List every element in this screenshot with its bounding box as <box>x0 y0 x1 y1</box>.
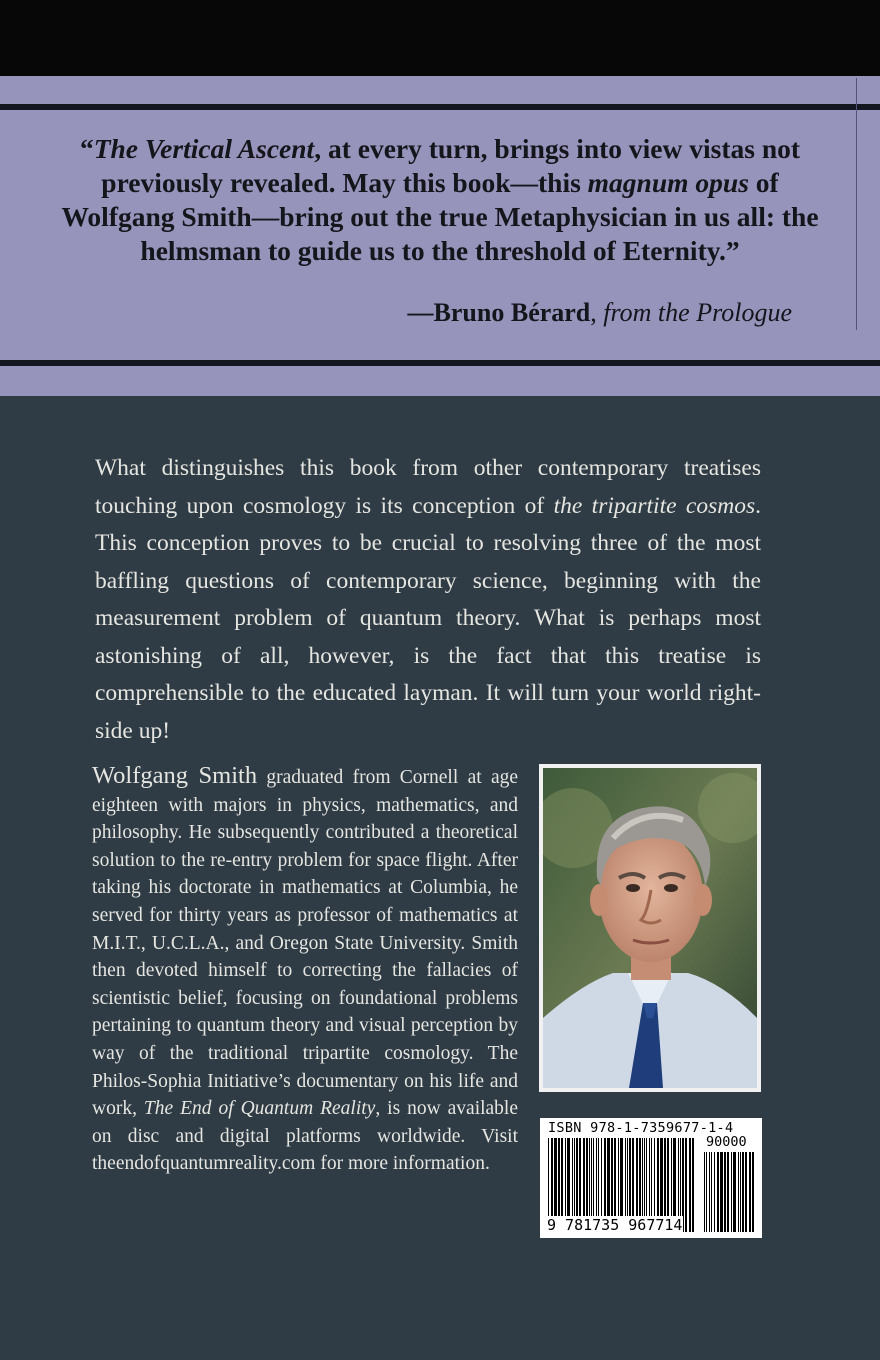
quote-attribution <box>408 296 792 330</box>
quote-text-2: of Wolfgang Smith—bring out the true Metaphysician in us all: the helmsman to guide us to the threshold of Eternity.” <box>61 167 819 266</box>
top-black-band <box>0 0 880 76</box>
barcode-bar <box>717 1152 719 1232</box>
barcode-bar <box>689 1138 691 1232</box>
spine-line <box>856 78 857 330</box>
barcode-bar <box>749 1152 751 1232</box>
description-text-1: What distinguishes this book from other contemporary treatises touching upon cosmology is its conception of <box>95 455 761 519</box>
description-italic: the tripartite cosmos <box>553 492 756 519</box>
bio-text-2: , is now available on disc and digital platforms worldwide. Visit theendofquantumreality.com for more information. <box>92 1098 519 1175</box>
barcode-bar <box>727 1152 729 1232</box>
attribution-name: Bruno Bérard <box>433 298 591 327</box>
lower-lavender-strip <box>0 366 880 396</box>
attribution-dash: — <box>407 298 434 327</box>
barcode-bar <box>720 1152 723 1232</box>
upper-lavender-strip <box>0 76 880 104</box>
barcode-bar <box>740 1152 741 1232</box>
barcode-bar <box>692 1138 694 1232</box>
author-name: Wolfgang Smith <box>92 762 258 789</box>
endorsement-quote <box>60 132 820 268</box>
barcode-number: 9 781735 967714 <box>547 1216 683 1234</box>
barcode-bar <box>742 1152 744 1232</box>
isbn-barcode <box>540 1118 762 1238</box>
barcode-bar <box>714 1152 715 1232</box>
author-photo <box>539 764 761 1092</box>
quote-open-mark: “ <box>79 133 94 164</box>
barcode-bar <box>724 1152 726 1232</box>
barcode-bar <box>685 1138 687 1232</box>
quote-text-1: , at every turn, brings into view vistas not previously revealed. May this book—this <box>101 133 801 198</box>
attribution-separator: , <box>590 298 604 327</box>
barcode-bar <box>738 1152 739 1232</box>
barcode-price-code: 90000 <box>706 1134 747 1150</box>
attribution-source: from the Prologue <box>603 298 792 327</box>
barcode-bar <box>711 1152 712 1232</box>
bio-text-1: graduated from Cornell at age eighteen with majors in physics, mathematics, and philosophy. He subsequently contributed a theoretical solution to the re-entry problem for space flight. After taking his doctorate in mathematics at Columbia, he served for thirty years as professor of mathematics at M.I.T., U.C.L.A., and Oregon State University. Smith then devoted himself to correcting the fallacies of scientistic belief, focusing on foundational problems pertaining to quantum theory and visual perception by way of the traditional tripartite cosmology. The Philos-Sophia Initiative’s documentary on his life and work, <box>92 767 518 1120</box>
barcode-bar <box>733 1152 736 1232</box>
documentary-title: The End of Quantum Reality <box>143 1098 376 1120</box>
description-text-2: . This conception proves to be crucial to resolving three of the most baffling questions of contemporary science, beginning with the measurement problem of quantum theory. What is perhaps most astonishing of all, however, is the fact that this treatise is comprehensible to the educated layman. It will turn your world right-side up! <box>95 492 761 744</box>
quote-magnum-opus: magnum opus <box>587 167 749 198</box>
barcode-bar <box>704 1152 705 1232</box>
barcode-bar <box>745 1152 747 1232</box>
quote-book-title: The Vertical Ascent <box>93 133 315 164</box>
author-bio <box>92 762 518 1178</box>
book-description <box>95 450 761 750</box>
author-portrait-image <box>543 768 757 1088</box>
barcode-bar <box>709 1152 710 1232</box>
barcode-bar <box>706 1152 707 1232</box>
barcode-bar <box>731 1152 732 1232</box>
barcode-bar <box>752 1152 754 1232</box>
isbn-label: ISBN 978-1-7359677-1-4 <box>548 1120 734 1136</box>
